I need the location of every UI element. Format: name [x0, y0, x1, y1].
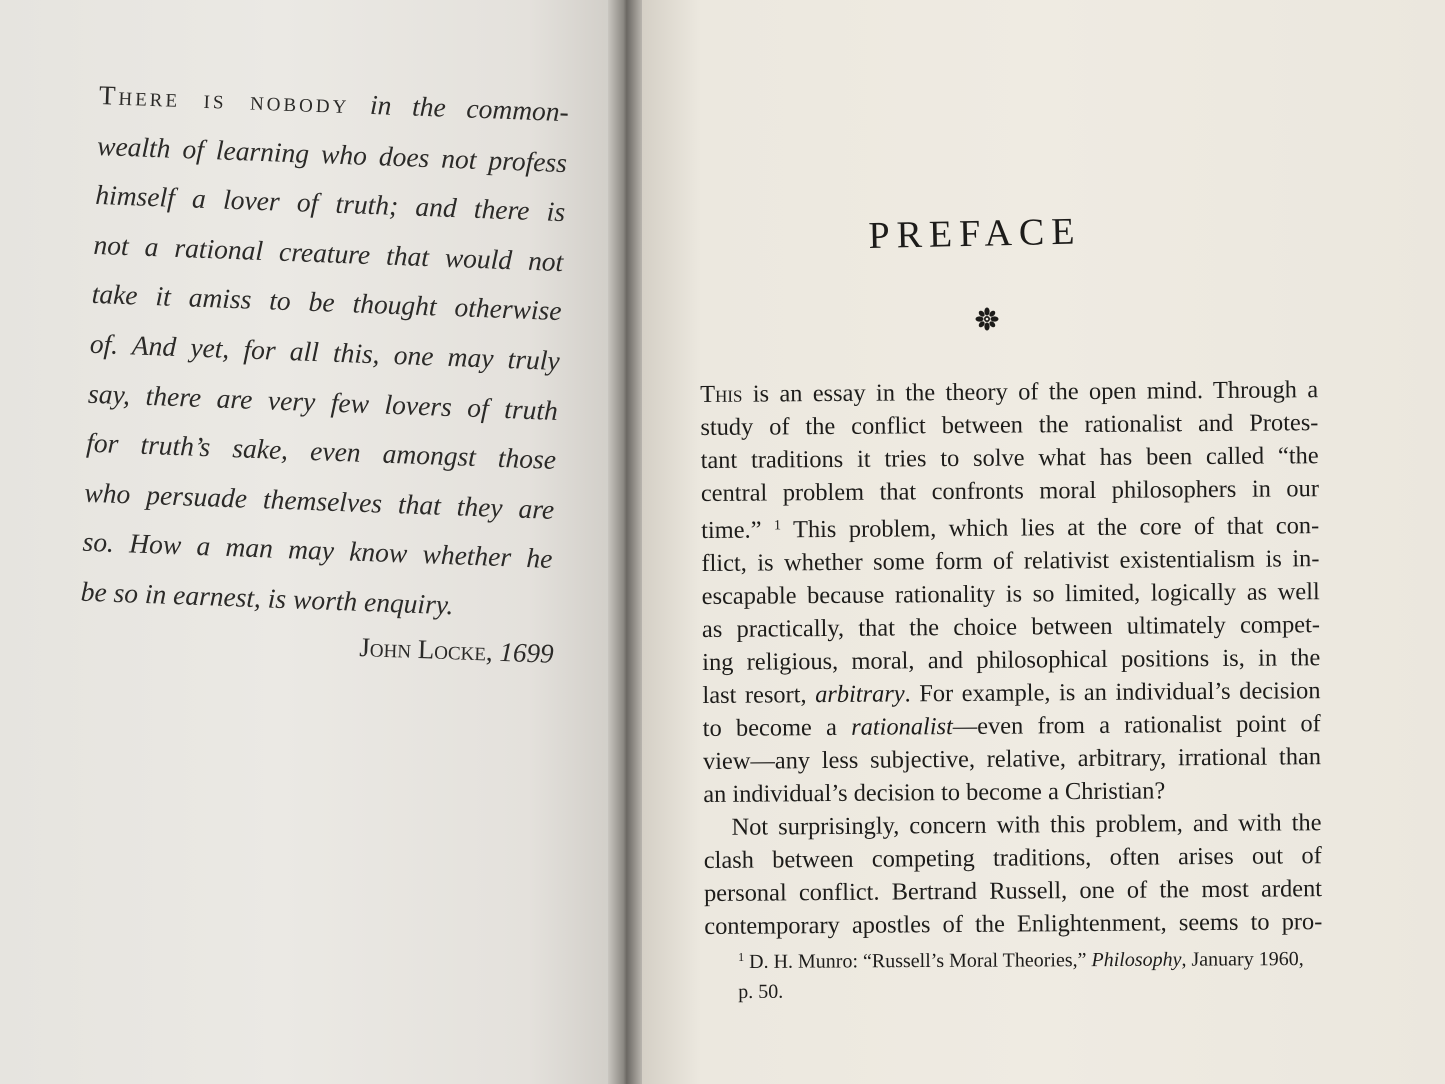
- body-line: an individual’s decision to become a Christian?: [703, 777, 1166, 808]
- book-gutter: [608, 0, 642, 1084]
- epigraph-text: in the common-: [348, 88, 570, 128]
- body-line: contemporary apostles of the Enlightenment, seems to pro-: [704, 908, 1323, 940]
- epigraph-line-2: wealth of learning who does not profess: [96, 129, 568, 178]
- body-line: [703, 707, 1321, 745]
- footnote-line: [738, 939, 1308, 977]
- flower-ornament-icon: [974, 306, 1000, 332]
- body-line: as practically, that the choice between ultimately compet-: [701, 611, 1321, 643]
- body-text: is an essay in the theory of the open mind. Through a: [742, 376, 1319, 408]
- footnote-line: p. 50.: [738, 980, 784, 1003]
- epigraph-line-9: who persuade themselves that they are: [83, 476, 555, 525]
- body-text: —even from a rationalist point of: [952, 710, 1321, 741]
- emphasis-text: rationalist: [851, 713, 953, 741]
- body-line: [702, 674, 1320, 712]
- epigraph-line-3: himself a lover of truth; and there is: [94, 179, 566, 228]
- body-line: tant traditions it tries to solve what has been called “the: [700, 442, 1319, 474]
- body-line: [700, 373, 1318, 411]
- body-line: study of the conflict between the rationalist and Protes-: [700, 409, 1319, 441]
- epigraph-line-8: for truth’s sake, even amongst those: [85, 426, 557, 476]
- body-line: clash between competing traditions, often arises out of: [703, 842, 1322, 874]
- emphasis-text: arbitrary: [815, 680, 905, 709]
- footnote-text: D. H. Munro: “Russell’s Moral Theories,”: [744, 949, 1092, 973]
- body-line: personal conflict. Bertrand Russell, one of the most ardent: [703, 875, 1323, 907]
- body-line: Not surprisingly, concern with this problem, and with the: [731, 809, 1322, 841]
- epigraph-line-6: of. And yet, for all this, one may truly: [89, 327, 561, 376]
- body-lead: This: [700, 380, 743, 408]
- epigraph-line-10: so. How a man may know whether he: [82, 526, 553, 575]
- epigraph-lead: There is nobody: [98, 79, 350, 120]
- footnote-marker: 1: [738, 949, 745, 964]
- epigraph-line-7: say, there are very few lovers of truth: [87, 377, 559, 426]
- epigraph-line-5: take it amiss to be thought otherwise: [91, 278, 563, 327]
- body-line: escapable because rationality is so limited, logically as well: [701, 578, 1320, 610]
- epigraph-line-4: not a rational creature that would not: [93, 228, 564, 277]
- attribution-author: John Locke: [358, 632, 487, 667]
- footnote-text: , January 1960,: [1181, 948, 1304, 971]
- body-line: flict, is whether some form of relativist existentialism is in-: [701, 545, 1320, 577]
- page-title: PREFACE: [868, 210, 1082, 257]
- attribution-year: 1699: [499, 636, 555, 669]
- body-text: This problem, which lies at the core of that con-: [780, 512, 1320, 544]
- body-text: last resort,: [702, 681, 816, 709]
- body-text: . For example, is an individual’s decision: [904, 677, 1321, 708]
- body-text: time.”: [701, 516, 775, 544]
- footnote-journal: Philosophy: [1091, 948, 1182, 972]
- body-line: view—any less subjective, relative, arbitrary, irrational than: [702, 743, 1322, 775]
- body-line: central problem that confronts moral philosophers in our: [700, 475, 1319, 507]
- footnote: [738, 939, 1308, 1007]
- body-line: ing religious, moral, and philosophical positions is, in the: [702, 644, 1321, 676]
- preface-body: [700, 373, 1322, 943]
- epigraph-line-11: be so in earnest, is worth enquiry.: [80, 575, 454, 621]
- left-page: [0, 0, 622, 1084]
- epigraph-attribution: [359, 632, 554, 670]
- body-line: [701, 505, 1319, 547]
- footnote-reference: 1: [773, 518, 781, 534]
- attribution-separator: ,: [485, 636, 501, 667]
- epigraph: [80, 70, 570, 633]
- body-text: to become a: [702, 713, 852, 742]
